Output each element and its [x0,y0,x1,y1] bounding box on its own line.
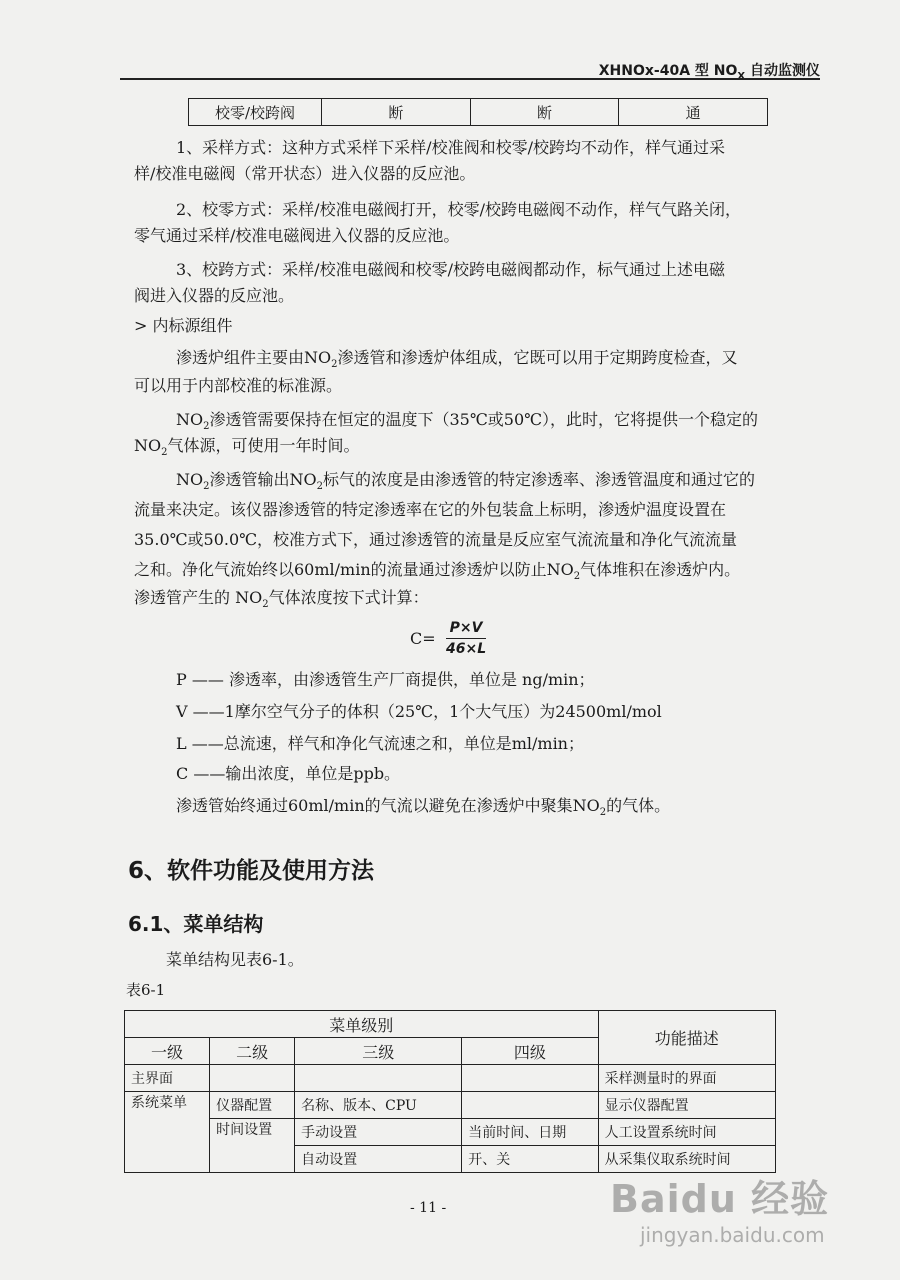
valve-state-table [188,98,768,126]
section-heading: 6、软件功能及使用方法 [128,858,375,884]
table-cell: 系统菜单 [125,1092,210,1173]
paragraph-line: $NO_2$气体源，可使用一年时间。 [134,436,360,459]
func-header-cell: 功能描述 [598,1011,775,1065]
table-row [125,1011,776,1038]
subsection-title: 6.1、菜单结构 [128,912,264,936]
paragraph-line: 1、采样方式：这种方式采样下采样/校准阀和校零/校跨均不动作，样气通过采 [176,138,725,157]
definition-l: L ——总流速，样气和净化气流速之和，单位是ml/min； [176,734,584,753]
paragraph-line: 渗透炉组件主要由$NO_2$渗透管和渗透炉体组成，它既可以用于定期跨度检查，又 [176,348,738,371]
menu-structure-table [124,1010,776,1173]
paragraph-line: 3、校跨方式：采样/校准电磁阀和校零/校跨电磁阀都动作，标气通过上述电磁 [176,260,725,279]
table-cell: 当前时间、日期 [462,1119,598,1146]
paragraph-line: 之和。净化气流始终以60ml/min的流量通过渗透炉以防止$NO_2$气体堆积在渗透炉内。 [134,560,741,583]
table-cell: 采样测量时的界面 [598,1065,775,1092]
running-header: XHNOx-40A 型 $NO_X$ 自动监测仪 [598,63,820,82]
table-cell: 自动设置 [295,1146,462,1173]
table-caption: 表6-1 [126,981,166,999]
table-cell [295,1065,462,1092]
paragraph-line: 渗透管始终通过60ml/min的气流以避免在渗透炉中聚集$NO_2$的气体。 [176,796,671,819]
level-header-cell: 三级 [295,1038,462,1065]
table-cell: 从采集仪取系统时间 [598,1146,775,1173]
table-row [189,99,768,126]
table-row [125,1119,776,1146]
paragraph-line: 流量来决定。该仪器渗透管的特定渗透率在它的外包装盒上标明，渗透炉温度设置在 [134,500,727,519]
paragraph-line: 渗透管产生的 $NO_2$气体浓度按下式计算： [134,588,429,611]
table-cell: 人工设置系统时间 [598,1119,775,1146]
paragraph-line: 菜单结构见表6-1。 [166,950,304,969]
definition-p: P —— 渗透率，由渗透管生产厂商提供，单位是 ng/min； [176,670,595,689]
table-cell: 校零/校跨阀 [189,99,322,126]
page-number: - 11 - [410,1200,447,1216]
table-cell: 主界面 [125,1065,210,1092]
formula-fraction: $\frac{P\times V}{46\times L}$ [446,620,487,657]
table-cell [462,1065,598,1092]
paragraph-line: $NO_2$渗透管输出$NO_2$标气的浓度是由渗透管的特定渗透率、渗透管温度和通过它的 [176,470,756,493]
subsection-heading: > 内标源组件 [134,316,233,335]
table-cell: 时间设置 [210,1119,295,1173]
table-cell: 名称、版本、CPU [295,1092,462,1119]
table-row [125,1065,776,1092]
table-cell [462,1092,598,1119]
definition-v: V ——1摩尔空气分子的体积（25℃，1个大气压）为24500ml/mol [176,702,662,721]
paragraph-line: $NO_2$渗透管需要保持在恒定的温度下（35℃或50℃），此时，它将提供一个稳定的 [176,410,759,433]
table-cell: 开、关 [462,1146,598,1173]
group-header-cell: 菜单级别 [125,1011,599,1038]
definition-c: C ——输出浓度，单位是ppb。 [176,764,401,783]
table-cell: 断 [322,99,471,126]
table-row [125,1092,776,1119]
level-header-cell: 四级 [462,1038,598,1065]
paragraph-line: 零气通过采样/校准电磁阀进入仪器的反应池。 [134,226,460,245]
table-cell: 手动设置 [295,1119,462,1146]
paragraph-line: 2、校零方式：采样/校准电磁阀打开，校零/校跨电磁阀不动作，样气气路关闭， [176,200,741,219]
header-rule [120,78,820,80]
paragraph-line: 35.0℃或50.0℃，校准方式下，通过渗透管的流量是反应室气流流量和净化气流流量 [134,530,738,549]
table-cell: 仪器配置 [210,1092,295,1119]
table-cell: 通 [619,99,768,126]
baidu-watermark: Baidu 经验 jingyan.baidu.com [610,1177,830,1247]
table-cell: 断 [470,99,619,126]
paragraph-line: 阀进入仪器的反应池。 [134,286,295,305]
level-header-cell: 一级 [125,1038,210,1065]
concentration-formula: C= $\frac{P\times V}{46\times L}$ [410,620,487,657]
level-header-cell: 二级 [210,1038,295,1065]
table-cell: 显示仪器配置 [598,1092,775,1119]
paragraph-line: 可以用于内部校准的标准源。 [134,376,343,395]
table-cell [210,1065,295,1092]
paragraph-line: 样/校准电磁阀（常开状态）进入仪器的反应池。 [134,164,476,183]
